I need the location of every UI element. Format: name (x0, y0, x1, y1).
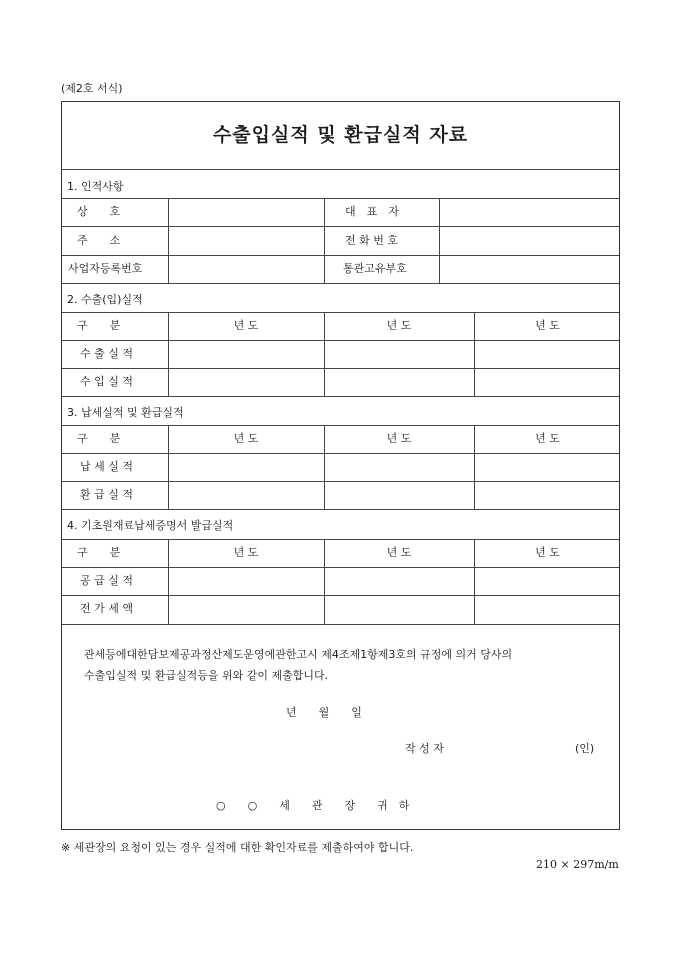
divider (62, 226, 619, 227)
year-header-3: 년 도 (535, 319, 560, 332)
label-category: 구 분 (77, 319, 121, 332)
divider (62, 624, 619, 625)
label-tax-amount: 전 가 세 액 (80, 602, 133, 615)
year-header-2: 년 도 (386, 432, 412, 445)
divider (62, 595, 619, 596)
divider (62, 481, 619, 482)
divider (324, 198, 325, 283)
paper-size: 210 × 297m/m (536, 858, 619, 871)
year-header-1: 년 도 (233, 319, 259, 332)
address-field[interactable] (170, 228, 322, 254)
label-representative: 대 표 자 (345, 205, 399, 218)
date-line: 년 월 일 (286, 706, 362, 719)
form-box (61, 101, 620, 830)
divider (168, 198, 169, 283)
declaration-line-1: 관세등에대한담보제공과정산제도운영에관한고시 제4조제1항제3호의 규정에 의거 당사의 (84, 648, 513, 661)
year-header-1: 년 도 (233, 432, 259, 445)
section3-heading: 3. 납세실적 및 환급실적 (67, 406, 184, 419)
year-header-1: 년 도 (233, 546, 259, 559)
divider (62, 368, 619, 369)
author-label: 작 성 자 (405, 742, 444, 755)
divider (62, 567, 619, 568)
divider (62, 425, 619, 426)
year-header-2: 년 도 (386, 546, 412, 559)
label-category: 구 분 (77, 546, 121, 559)
year-header-3: 년 도 (535, 546, 560, 559)
divider (62, 509, 619, 510)
divider (62, 539, 619, 540)
divider (62, 340, 619, 341)
label-trade-name: 상 호 (77, 205, 121, 218)
section1-heading: 1. 인적사항 (67, 180, 124, 193)
business-no-field[interactable] (170, 256, 322, 282)
recipient-line: ○ ○ 세 관 장 귀 하 (216, 799, 410, 812)
form-title: 수출입실적 및 환급실적 자료 (212, 124, 469, 146)
phone-field[interactable] (441, 228, 619, 254)
customs-code-field[interactable] (441, 256, 619, 282)
trade-name-field[interactable] (170, 199, 322, 225)
divider (439, 198, 440, 283)
label-import: 수 입 실 적 (80, 375, 133, 388)
divider (62, 453, 619, 454)
divider (62, 283, 619, 284)
divider (62, 312, 619, 313)
form-code: (제2호 서식) (61, 82, 123, 95)
label-address: 주 소 (77, 234, 121, 247)
label-refund: 환 급 실 적 (80, 488, 133, 501)
divider (62, 396, 619, 397)
label-business-no: 사업자등록번호 (68, 262, 143, 275)
seal-mark: (인) (575, 742, 595, 755)
label-export: 수 출 실 적 (80, 347, 133, 360)
divider (62, 169, 619, 170)
section4-heading: 4. 기초원재료납세증명서 발급실적 (67, 519, 234, 532)
footnote: ※ 세관장의 요청이 있는 경우 실적에 대한 확인자료를 제출하여야 합니다. (61, 841, 414, 854)
label-phone: 전 화 번 호 (345, 234, 398, 247)
representative-field[interactable] (441, 199, 619, 225)
label-category: 구 분 (77, 432, 121, 445)
label-supply: 공 급 실 적 (80, 574, 133, 587)
label-customs-code: 통관고유부호 (343, 262, 407, 275)
section2-heading: 2. 수출(입)실적 (67, 293, 143, 306)
year-header-3: 년 도 (535, 432, 560, 445)
year-header-2: 년 도 (386, 319, 412, 332)
label-tax-payment: 납 세 실 적 (80, 460, 133, 473)
declaration-line-2: 수출입실적 및 환급실적등을 위와 같이 제출합니다. (84, 669, 329, 682)
